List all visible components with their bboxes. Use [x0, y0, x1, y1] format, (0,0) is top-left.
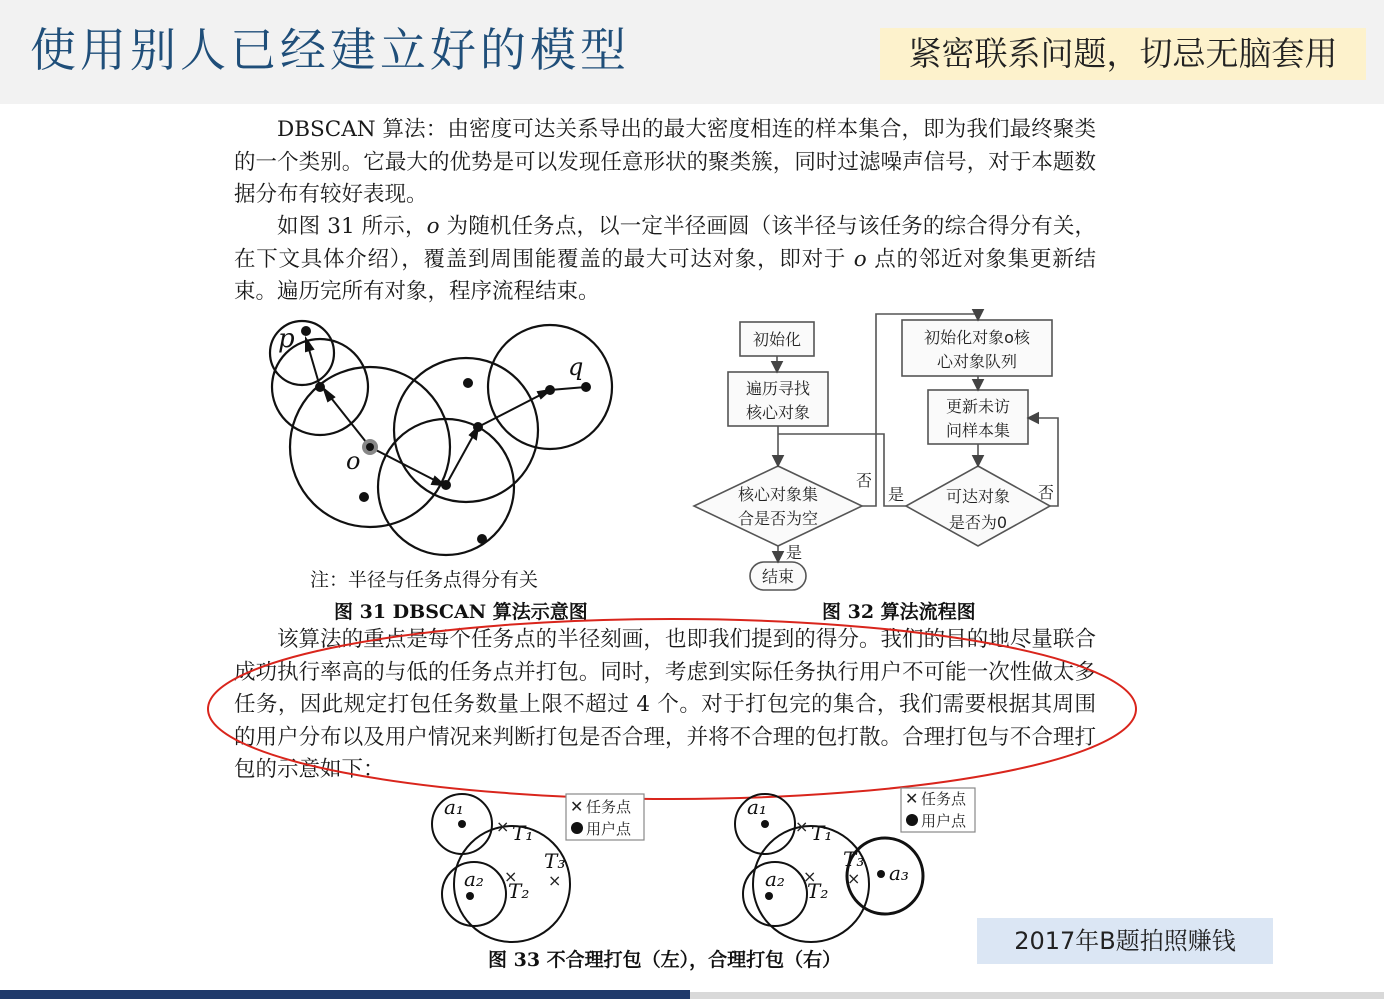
- label-T3-right: T₃: [843, 847, 865, 871]
- label-T2-right: T₂: [807, 879, 829, 903]
- label-o: o: [346, 447, 361, 475]
- label-a1-left: a₁: [444, 795, 464, 819]
- label-decision-1: 核心对象集: [737, 485, 819, 504]
- bottom-bar-gray: [690, 992, 1384, 999]
- label-init-queue-1: 初始化对象o核: [924, 328, 1030, 347]
- legend-task-icon-left: ✕: [570, 797, 584, 816]
- cross-t1-left: ×: [496, 817, 510, 836]
- node-decision-reachable: [906, 466, 1050, 546]
- figure33-right-reasonable: [735, 790, 985, 940]
- label-q: q: [568, 353, 584, 381]
- label-T1-left: T₁: [512, 821, 534, 845]
- label-traverse-2: 核心对象: [745, 403, 811, 422]
- legend-user-left: 用户点: [586, 820, 632, 838]
- cross-t2-left: ×: [504, 867, 518, 886]
- label-decision-2: 合是否为空: [737, 509, 819, 528]
- label-a1-right: a₁: [747, 795, 767, 819]
- paragraph-dbscan-intro: DBSCAN 算法：由密度可达关系导出的最大密度相连的样本集合，即为我们最终聚类的一个类别。它最大的优势是可以发现任意形状的聚类簇，同时过滤噪声信号，对于本题数据分布有较好表现。: [234, 117, 1096, 207]
- label-a3-right: a₃: [889, 861, 909, 885]
- slide-header: [0, 0, 1384, 104]
- slide-title: 使用别人已经建立好的模型: [30, 23, 630, 77]
- figure32-caption: 图 32 算法流程图: [822, 601, 976, 623]
- paragraph-figure31-explanation: [234, 211, 1096, 309]
- label-a2-left: a₂: [464, 867, 484, 891]
- label-init-queue-2: 心对象队列: [936, 352, 1018, 371]
- para2-part-c: 点的邻近对象集更新结束。遍历完所有对象，程序流程结束。: [234, 246, 1096, 304]
- cross-t2-right: ×: [803, 867, 817, 886]
- label-reach-2: 是否为0: [948, 513, 1008, 532]
- label-T1-right: T₁: [811, 821, 833, 845]
- figure33-caption: 图 33 不合理打包（左），合理打包（右）: [488, 949, 842, 971]
- red-ellipse-annotation: [205, 615, 1140, 803]
- cross-t1-right: ×: [795, 817, 809, 836]
- para2-part-b: 为随机任务点，以一定半径画圆（该半径与该任务的综合得分有关，在下文具体介绍），覆盖到周围能覆盖的最大可达对象，即对于: [234, 214, 1096, 272]
- label-p: p: [278, 324, 295, 354]
- figure31-dbscan-diagram: [260, 315, 584, 565]
- paragraph-packing-explanation: 该算法的重点是每个任务点的半径刻画，也即我们提到的得分。我们的目的地尽量联合成功执行率高的与低的任务点并打包。同时，考虑到实际任务执行用户不可能一次性做太多任务，因此规定打包任务数量上限不超过 4 个。对于打包完的集合，我们需要根据其周围的用户分布以及用户情况来判断打包是否合理，并将不合理的包打散。合理打包与不合理打包的示意如下：: [234, 627, 1096, 782]
- edge-label-yes-2: 是: [785, 543, 803, 562]
- label-T3-left: T₃: [544, 849, 566, 873]
- edge-label-no-1: 否: [855, 471, 873, 490]
- figure31-note: 注：半径与任务点得分有关: [310, 569, 539, 591]
- warning-box: 紧密联系问题，切忌无脑套用: [880, 28, 1366, 80]
- legend-user-right: 用户点: [921, 812, 967, 830]
- label-a2-right: a₂: [765, 867, 785, 891]
- node-decision-core-empty: [694, 466, 862, 546]
- edge-label-yes-1: 是: [887, 485, 905, 504]
- figure32-flowchart: [690, 310, 1070, 600]
- legend-task-icon-right: ✕: [905, 789, 919, 808]
- figure33-left-unreasonable: [430, 790, 660, 940]
- cross-t3-left: ×: [548, 871, 562, 890]
- label-traverse-1: 遍历寻找: [745, 379, 811, 398]
- legend-task-right: 任务点: [921, 790, 967, 808]
- label-T2-left: T₂: [508, 879, 530, 903]
- point-p: [301, 326, 311, 336]
- bottom-bar: [0, 990, 690, 999]
- label-init: 初始化: [752, 330, 802, 349]
- label-update-2: 问样本集: [945, 421, 1011, 440]
- label-end: 结束: [761, 567, 795, 586]
- cross-t3-right: ×: [847, 869, 861, 888]
- label-update-1: 更新未访: [945, 397, 1011, 416]
- source-tag: 2017年B题拍照赚钱: [977, 918, 1273, 964]
- figure31-caption: 图 31 DBSCAN 算法示意图: [334, 601, 588, 623]
- point-q: [581, 382, 591, 392]
- para2-part-a: 如图 31 所示，: [277, 214, 427, 239]
- para2-o-symbol: o: [426, 214, 440, 239]
- edge-label-no-2: 否: [1037, 483, 1055, 502]
- legend-task-left: 任务点: [586, 798, 632, 816]
- para2-o-symbol-2: o: [853, 246, 867, 272]
- label-reach-1: 可达对象: [945, 487, 1011, 506]
